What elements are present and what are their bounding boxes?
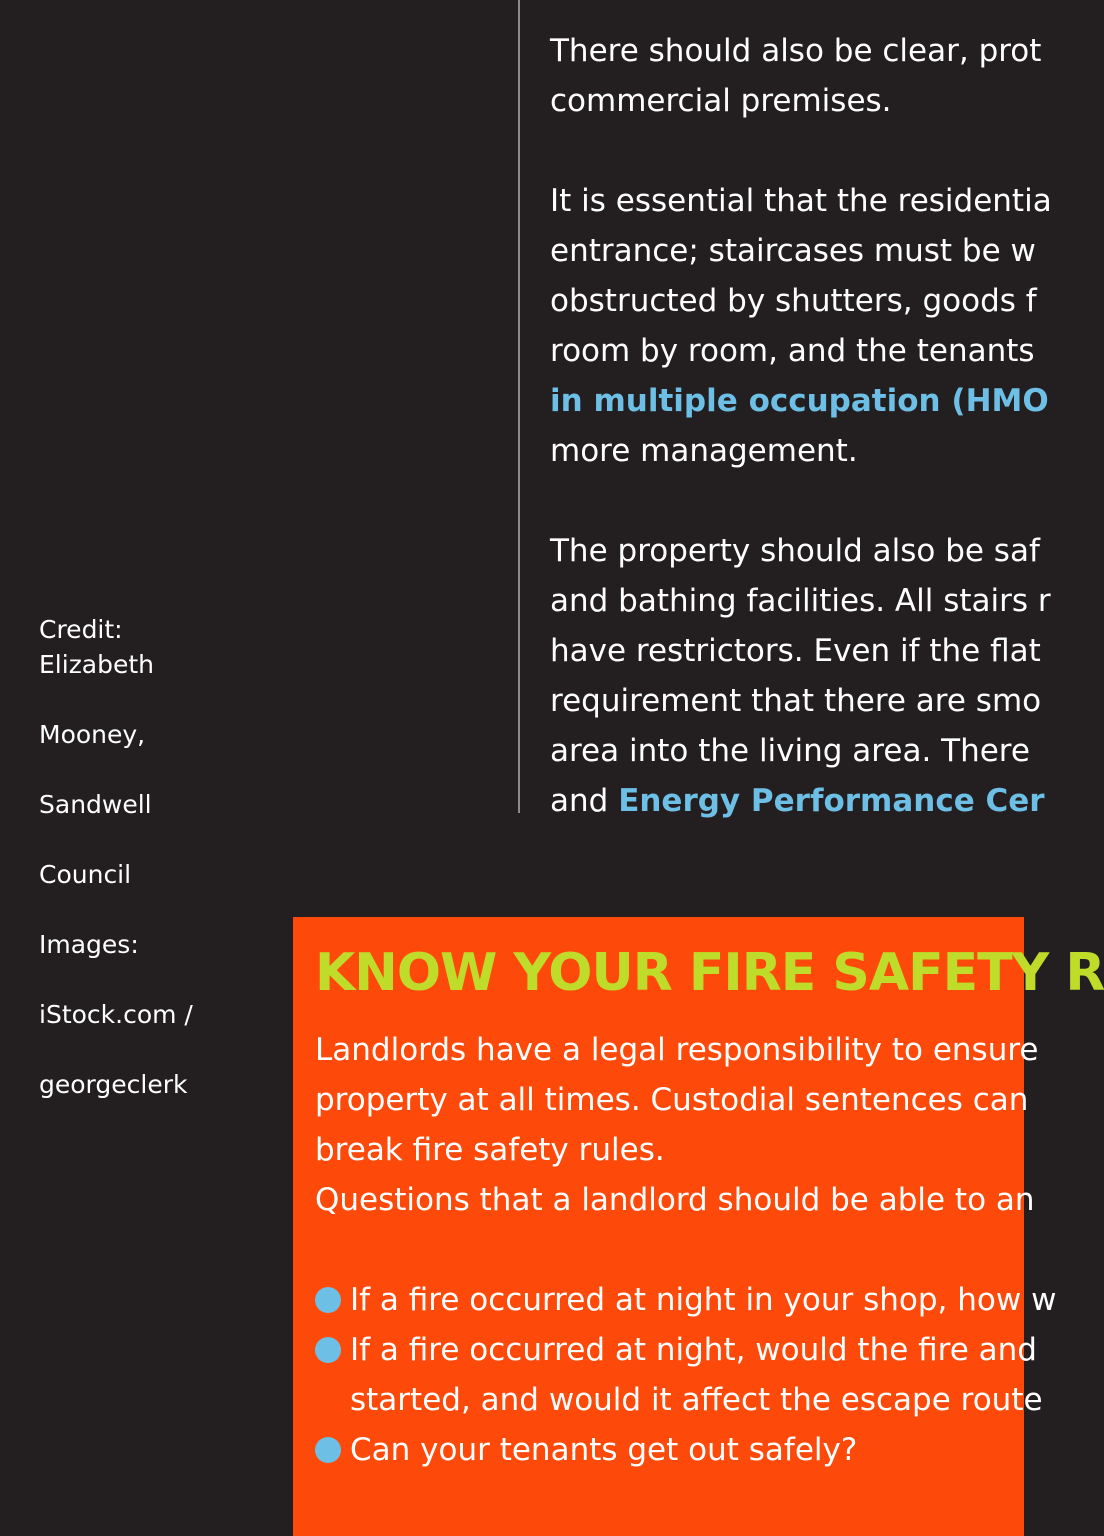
fire-safety-box: [293, 917, 1104, 1536]
hmo-link[interactable]: in multiple occupation (HMO: [550, 383, 1049, 419]
bullet-item: [315, 1325, 1035, 1375]
bullet-text: started, and would it affect the escape route: [350, 1382, 1043, 1418]
box-line: Questions that a landlord should be able to an: [315, 1182, 1035, 1218]
box-title: KNOW YOUR FIRE SAFETY R: [315, 943, 1104, 1003]
epc-link[interactable]: Energy Performance Cer: [618, 783, 1045, 819]
article-line-with-link: [550, 776, 1045, 826]
bullet-item: [315, 1425, 1035, 1475]
article-line: and bathing facilities. All stairs r: [550, 583, 1051, 619]
credit-line: Council: [39, 860, 132, 889]
bullet-text: If a fire occurred at night, would the fire and: [350, 1332, 1037, 1368]
box-line: property at all times. Custodial sentences can: [315, 1082, 1029, 1118]
bullet-dot-icon: [315, 1437, 341, 1463]
image-credit: [39, 577, 239, 1137]
article-line: commercial premises.: [550, 83, 892, 119]
box-line: Landlords have a legal responsibility to ensure: [315, 1032, 1039, 1068]
article-line: obstructed by shutters, goods f: [550, 283, 1037, 319]
article-line: entrance; staircases must be w: [550, 233, 1036, 269]
credit-line: Credit: Elizabeth: [39, 615, 155, 679]
credit-line: Sandwell: [39, 790, 152, 819]
article-line: requirement that there are smo: [550, 683, 1042, 719]
box-body: [315, 1025, 1057, 1475]
bullet-dot-icon: [315, 1337, 341, 1363]
article-line: There should also be clear, prot: [550, 33, 1042, 69]
article-text: and: [550, 783, 619, 819]
article-line: have restrictors. Even if the flat: [550, 633, 1041, 669]
article-line: area into the living area. There: [550, 733, 1030, 769]
bullet-text: Can your tenants get out safely?: [350, 1432, 858, 1468]
paragraph-gap: [550, 476, 1024, 526]
credit-line: iStock.com /: [39, 1000, 193, 1029]
paragraph-gap: [550, 126, 1024, 176]
article-line: more management.: [550, 433, 858, 469]
bullet-text: If a fire occurred at night in your shop, how w: [350, 1282, 1057, 1318]
paragraph-gap: [315, 1225, 1035, 1275]
credit-line: Images:: [39, 930, 139, 959]
bullet-item-continued: [315, 1375, 1043, 1425]
article-body: [550, 26, 1052, 826]
article-line: The property should also be saf: [550, 533, 1040, 569]
credit-line: georgeclerk: [39, 1070, 188, 1099]
article-line: It is essential that the residentia: [550, 183, 1052, 219]
box-line: break fire safety rules.: [315, 1132, 665, 1168]
credit-line: Mooney,: [39, 720, 146, 749]
bullet-item: [315, 1275, 1057, 1325]
article-line: room by room, and the tenants: [550, 333, 1035, 369]
column-divider: [518, 0, 520, 813]
bullet-dot-icon: [315, 1287, 341, 1313]
